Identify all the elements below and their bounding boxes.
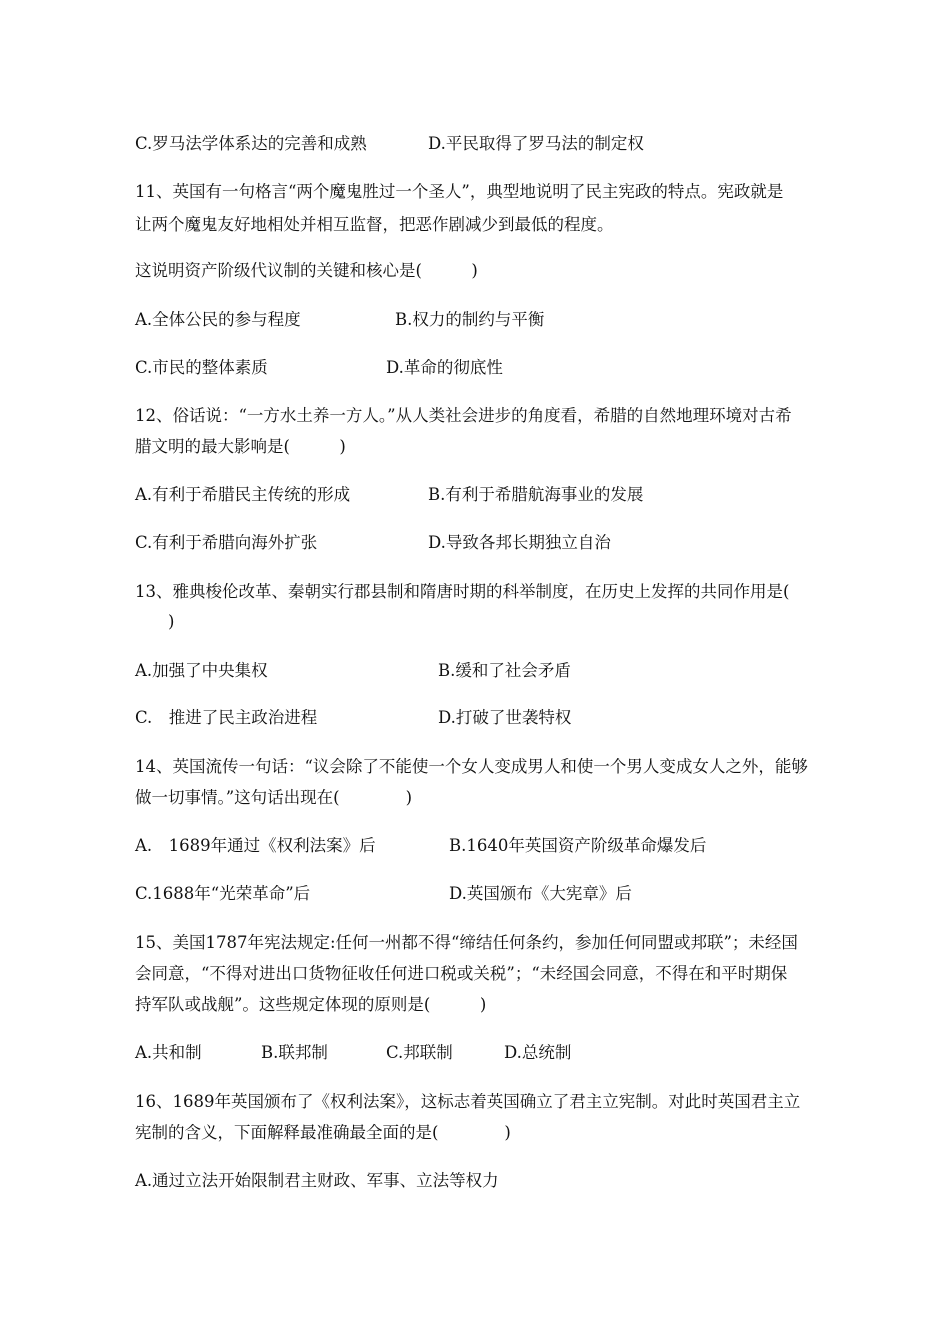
question-11-stem-line-1: 11、英国有一句格言“两个魔鬼胜过一个圣人”，典型地说明了民主宪政的特点。宪政就是 (135, 182, 784, 201)
question-11-stem-line-3: 这说明资产阶级代议制的关键和核心是( ) (135, 261, 478, 280)
question-13-stem-line-1: 13、雅典梭伦改革、秦朝实行郡县制和隋唐时期的科举制度，在历史上发挥的共同作用是( (135, 582, 790, 601)
question-13-stem-line-2: ) (135, 612, 175, 631)
option-d: D.平民取得了罗马法的制定权 (428, 134, 644, 153)
question-13-option-a: A.加强了中央集权 (135, 661, 268, 680)
question-14-stem-line-1: 14、英国流传一句话：“议会除了不能使一个女人变成男人和使一个男人变成女人之外，能够 (135, 757, 808, 776)
question-15-option-b: B.联邦制 (261, 1043, 328, 1062)
question-11-option-a: A.全体公民的参与程度 (135, 310, 301, 329)
question-13-option-c: C. 推进了民主政治进程 (135, 708, 318, 727)
question-11-stem-line-2: 让两个魔鬼友好地相处并相互监督，把恶作剧减少到最低的程度。 (135, 215, 614, 234)
question-15-stem-line-3: 持军队或战舰”。这些规定体现的原则是( ) (135, 995, 487, 1014)
question-14-option-c: C.1688年“光荣革命”后 (135, 884, 311, 903)
question-15-option-a: A.共和制 (135, 1043, 202, 1062)
option-c: C.罗马法学体系达的完善和成熟 (135, 134, 367, 153)
question-12-option-a: A.有利于希腊民主传统的形成 (135, 485, 351, 504)
question-16-option-a: A.通过立法开始限制君主财政、军事、立法等权力 (135, 1171, 499, 1190)
question-15-stem-line-2: 会同意，“不得对进出口货物征收任何进口税或关税”；“未经国会同意，不得在和平时期保 (135, 964, 788, 983)
question-12-option-b: B.有利于希腊航海事业的发展 (428, 485, 644, 504)
question-11-option-d: D.革命的彻底性 (386, 358, 503, 377)
question-13-option-d: D.打破了世袭特权 (438, 708, 572, 727)
question-14-option-d: D.英国颁布《大宪章》后 (449, 884, 632, 903)
question-15-option-d: D.总统制 (504, 1043, 572, 1062)
question-12-stem-line-1: 12、俗话说：“一方水土养一方人。”从人类社会进步的角度看，希腊的自然地理环境对古希 (135, 406, 792, 425)
question-15-stem-line-1: 15、美国1787年宪法规定:任何一州都不得“缔结任何条约，参加任何同盟或邦联”；未经国 (135, 933, 798, 952)
question-12-option-c: C.有利于希腊向海外扩张 (135, 533, 318, 552)
question-11-option-c: C.市民的整体素质 (135, 358, 268, 377)
question-14-option-a: A. 1689年通过《权利法案》后 (135, 836, 376, 855)
question-13-option-b: B.缓和了社会矛盾 (438, 661, 571, 680)
question-16-stem-line-2: 宪制的含义，下面解释最准确最全面的是( ) (135, 1123, 511, 1142)
question-12-option-d: D.导致各邦长期独立自治 (428, 533, 611, 552)
question-12-stem-line-2: 腊文明的最大影响是( ) (135, 437, 346, 456)
question-14-option-b: B.1640年英国资产阶级革命爆发后 (449, 836, 707, 855)
question-11-option-b: B.权力的制约与平衡 (395, 310, 545, 329)
question-14-stem-line-2: 做一切事情。”这句话出现在( ) (135, 788, 413, 807)
question-16-stem-line-1: 16、1689年英国颁布了《权利法案》，这标志着英国确立了君主立宪制。对此时英国君主立 (135, 1092, 801, 1111)
question-15-option-c: C.邦联制 (386, 1043, 453, 1062)
